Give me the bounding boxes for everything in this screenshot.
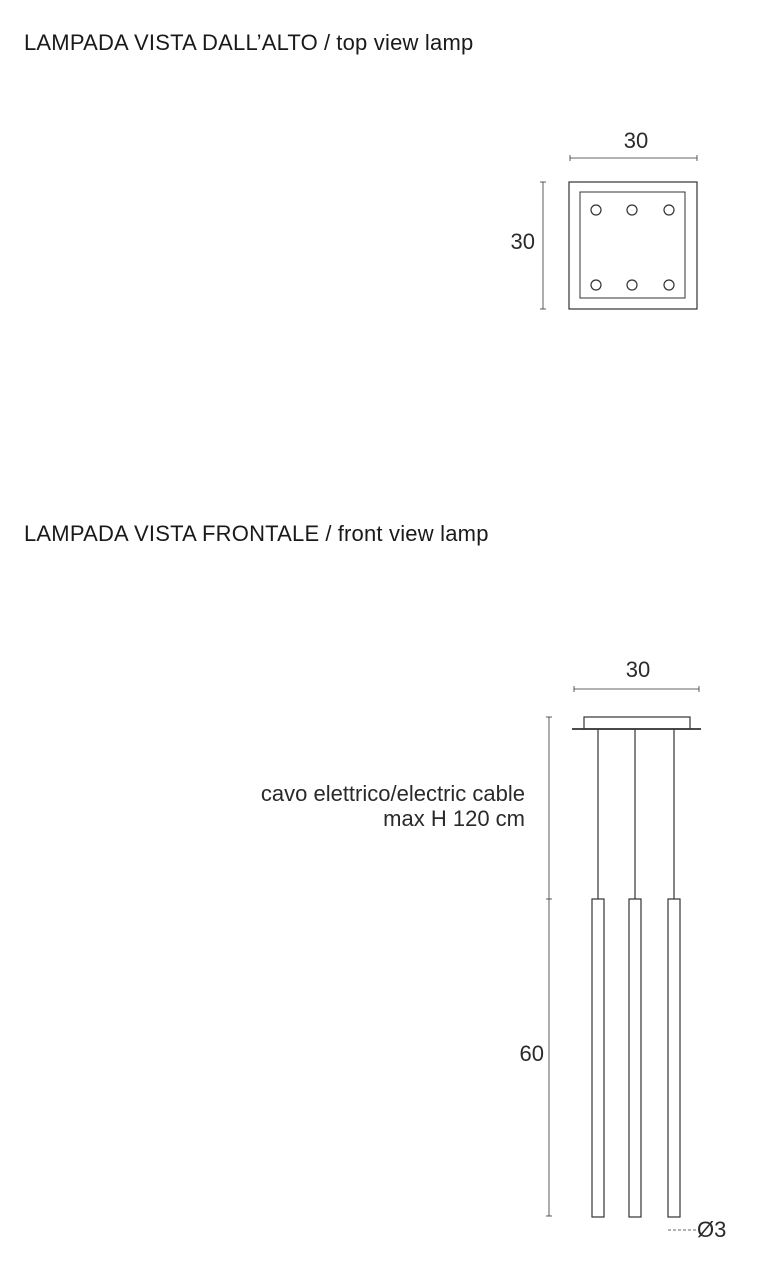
top-view-canopy-inner <box>580 192 685 298</box>
front-view-width-label: 30 <box>625 657 651 682</box>
top-view-width-label: 30 <box>623 128 649 153</box>
front-view-pendant-tube <box>668 899 680 1217</box>
top-view-depth-label: 30 <box>510 229 535 254</box>
front-view-height-label: 60 <box>519 1041 544 1066</box>
top-view-title-it: LAMPADA VISTA DALL’ALTO <box>24 30 318 55</box>
front-view-width-dimension-line <box>574 686 699 692</box>
top-view-depth-dimension-line <box>540 182 546 309</box>
top-view-pendant-circle <box>627 280 637 290</box>
top-view-width-dimension-line <box>570 155 697 161</box>
top-view-title-separator: / <box>323 30 331 55</box>
front-view-drawing <box>546 686 701 1230</box>
top-view-pendant-circle <box>664 280 674 290</box>
front-view-diameter-label: Ø3 <box>697 1217 727 1242</box>
front-view-pendant-tube <box>592 899 604 1217</box>
cable-label-line2: max H 120 cm <box>383 806 525 831</box>
top-view-drawing <box>540 155 697 309</box>
front-view-title-en: front view lamp <box>337 521 489 546</box>
top-view-pendant-circle <box>591 280 601 290</box>
top-view-pendant-circle <box>627 205 637 215</box>
top-view-pendant-circle <box>664 205 674 215</box>
top-view-title-en: top view lamp <box>336 30 474 55</box>
front-view-pendant-tube <box>629 899 641 1217</box>
cable-label-line1: cavo elettrico/electric cable <box>260 781 525 806</box>
front-view-title-separator: / <box>325 521 332 546</box>
top-view-pendant-circle <box>591 205 601 215</box>
front-view-canopy <box>584 717 690 729</box>
front-view-title-it: LAMPADA VISTA FRONTALE <box>24 521 320 546</box>
front-view-height-dimension-line <box>546 717 552 1216</box>
